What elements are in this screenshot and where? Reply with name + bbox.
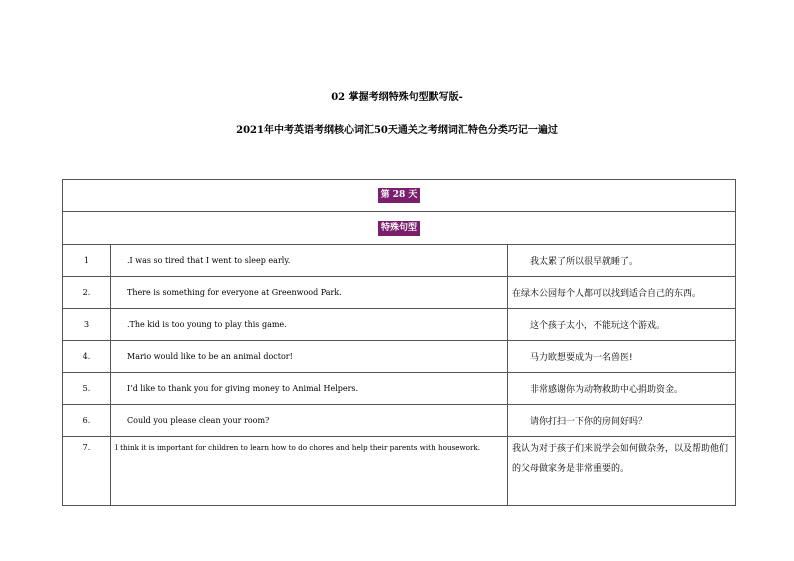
chinese-translation: 在绿木公园每个人都可以找到适合自己的东西。 bbox=[508, 277, 736, 309]
chinese-translation: 我太累了所以很早就睡了。 bbox=[508, 245, 736, 277]
english-sentence: .I was so tired that I went to sleep early. bbox=[111, 245, 508, 277]
english-sentence: There is something for everyone at Greenwood Park. bbox=[111, 277, 508, 309]
chinese-translation: 马力欧想要成为一名兽医! bbox=[508, 341, 736, 373]
sentence-table bbox=[62, 179, 736, 506]
row-number: 3 bbox=[63, 309, 111, 341]
english-sentence: Mario would like to be an animal doctor! bbox=[111, 341, 508, 373]
chinese-translation: 非常感谢你为动物救助中心捐助资金。 bbox=[508, 373, 736, 405]
table-row bbox=[63, 309, 736, 341]
document-title-line-1: 02 掌握考纲特殊句型默写版- bbox=[331, 92, 463, 103]
row-number: 1 bbox=[63, 245, 111, 277]
table-row bbox=[63, 277, 736, 309]
chinese-translation: 我认为对于孩子们来说学会如何做杂务，以及帮助他们的父母做家务是非常重要的。 bbox=[508, 437, 736, 506]
row-number: 7. bbox=[63, 437, 111, 506]
row-number: 4. bbox=[63, 341, 111, 373]
section-badge: 特殊句型 bbox=[378, 221, 420, 236]
section-header-row bbox=[63, 212, 736, 245]
chinese-translation: 这个孩子太小，不能玩这个游戏。 bbox=[508, 309, 736, 341]
day-badge: 第 28 天 bbox=[378, 188, 421, 203]
table-row bbox=[63, 405, 736, 437]
day-header-row bbox=[63, 180, 736, 212]
table-row bbox=[63, 341, 736, 373]
chinese-translation: 请你打扫一下你的房间好吗？ bbox=[508, 405, 736, 437]
row-number: 6. bbox=[63, 405, 111, 437]
english-sentence: Could you please clean your room? bbox=[111, 405, 508, 437]
english-sentence: I’d like to thank you for giving money to Animal Helpers. bbox=[111, 373, 508, 405]
table-row bbox=[63, 245, 736, 277]
document-title-line-2: 2021年中考英语考纲核心词汇50天通关之考纲词汇特色分类巧记一遍过 bbox=[236, 125, 558, 136]
english-sentence: I think it is important for children to learn how to do chores and help their parents with housework. bbox=[111, 437, 508, 506]
row-number: 2. bbox=[63, 277, 111, 309]
table-row bbox=[63, 437, 736, 506]
row-number: 5. bbox=[63, 373, 111, 405]
english-sentence: .The kid is too young to play this game. bbox=[111, 309, 508, 341]
table-row bbox=[63, 373, 736, 405]
